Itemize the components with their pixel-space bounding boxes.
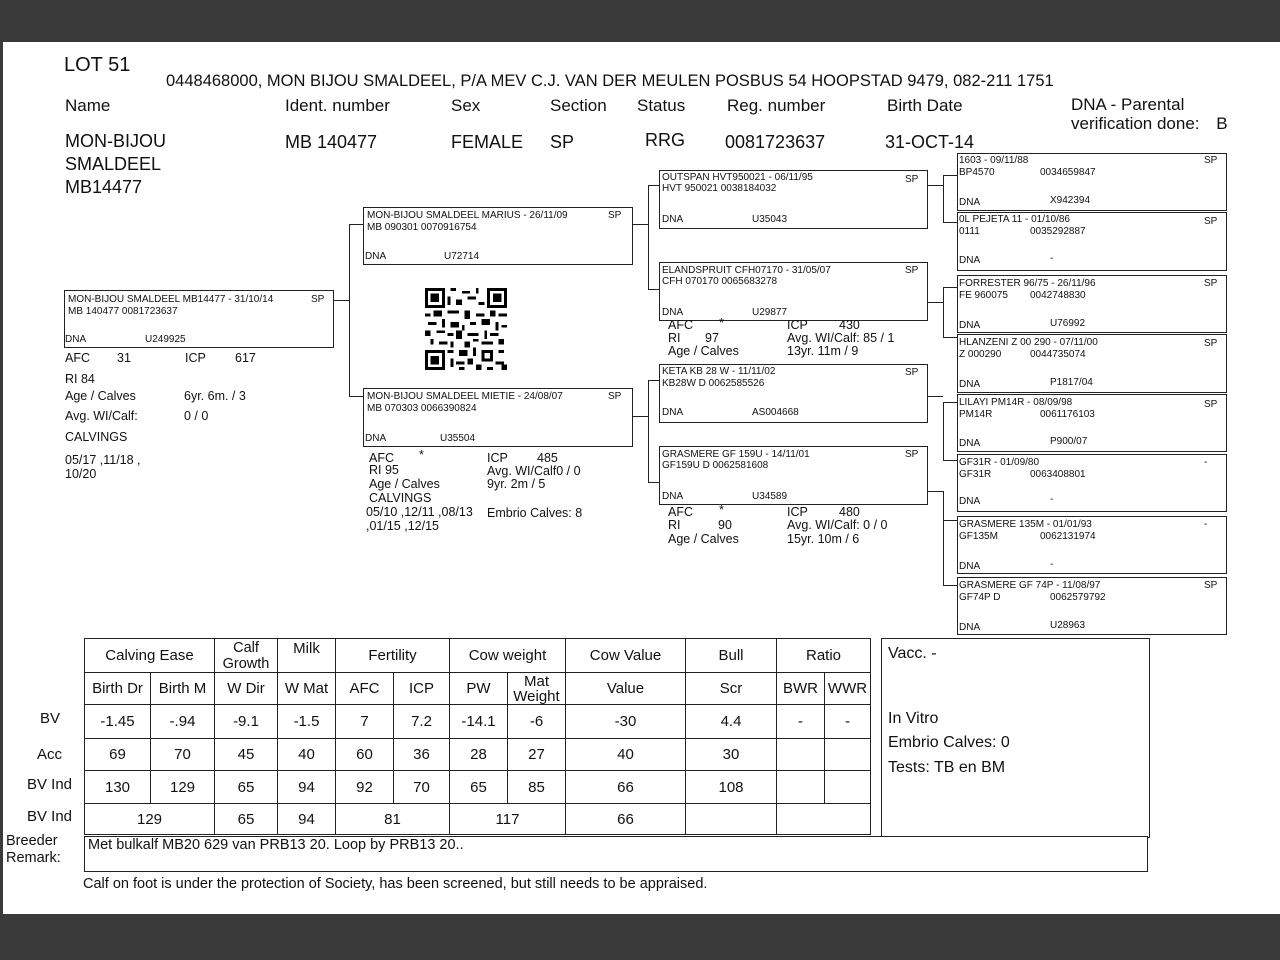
acc-cell: 69 — [85, 739, 151, 771]
header-name: Name — [65, 96, 111, 115]
embrio-calves: Embrio Calves: 0 — [888, 734, 1010, 751]
bv-ind-cell: 129 — [151, 771, 215, 804]
sub-header-row — [85, 673, 871, 705]
acc-cell: 40 — [278, 739, 336, 771]
group-calving-ease: Calving Ease — [85, 639, 215, 673]
bv-cell: 7 — [336, 705, 394, 739]
bv-ind-cell — [825, 771, 871, 804]
great-grandparent-box: 1603 - 09/11/88 SP BP4570 0034659847 DNA X942394 — [957, 153, 1227, 211]
breeder-remark: Met bulkalf MB20 629 van PRB13 20. Loop by PRB13 20.. — [88, 837, 464, 853]
bv-cell: - — [825, 705, 871, 739]
acc-cell: 27 — [508, 739, 566, 771]
grandparent-box: ELANDSPRUIT CFH07170 - 31/05/07 SP CFH 070170 0065683278 DNA U29877 — [659, 262, 928, 321]
footer-note: Calf on foot is under the protection of Society, has been screened, but still needs to be appraised. — [83, 876, 708, 892]
sub-header-cell: Value — [566, 673, 686, 705]
header-ident: Ident. number — [285, 96, 390, 115]
bv-ind-cell: 65 — [215, 804, 278, 835]
header-birth: Birth Date — [887, 96, 963, 115]
header-sex: Sex — [451, 96, 481, 115]
breeder-remark-box — [84, 836, 1148, 872]
header-status: Status — [637, 96, 686, 115]
sub-header-cell: Birth M — [151, 673, 215, 705]
bv-ind-cell: 130 — [85, 771, 151, 804]
bv-row — [85, 705, 871, 739]
bv-ind-cell — [777, 804, 871, 835]
bv-cell: -1.45 — [85, 705, 151, 739]
group-milk: Milk — [278, 639, 336, 673]
bv-ind-cell: 117 — [450, 804, 566, 835]
acc-cell: 45 — [215, 739, 278, 771]
qr-code-icon — [423, 288, 509, 370]
great-grandparent-box: GF31R - 01/09/80 - GF31R 0063408801 DNA - — [957, 454, 1227, 512]
group-header-row — [85, 639, 871, 673]
bv-ind-cell: 92 — [336, 771, 394, 804]
animal-ident: MB 140477 — [285, 132, 378, 152]
bv-cell: -30 — [566, 705, 686, 739]
bv-ind-cell: 94 — [278, 771, 336, 804]
row-label-acc: Acc — [37, 746, 63, 763]
bv-ind-cell: 65 — [450, 771, 508, 804]
bv-ind-cell — [777, 771, 825, 804]
vacc-title: Vacc. - — [888, 645, 937, 662]
group-calf-growth: Calf Growth — [215, 639, 278, 673]
great-grandparent-box: 0L PEJETA 11 - 01/10/86 SP 0111 0035292887 DNA - — [957, 212, 1227, 271]
bv-cell: - — [777, 705, 825, 739]
header-dna-line2: verification done: B — [1071, 114, 1228, 133]
great-grandparent-box: FORRESTER 96/75 - 26/11/96 SP FE 960075 0042748830 DNA U76992 — [957, 275, 1227, 333]
tests: Tests: TB en BM — [888, 759, 1006, 776]
great-grandparent-box: HLANZENI Z 00 290 - 07/11/00 SP Z 000290 0044735074 DNA P1817/04 — [957, 334, 1227, 393]
breeder-remark-label: Breeder Remark: — [6, 833, 61, 866]
header-section: Section — [550, 96, 607, 115]
sub-header-cell: BWR — [777, 673, 825, 705]
header-dna — [1071, 95, 1228, 133]
group-cow-value: Cow Value — [566, 639, 686, 673]
animal-status: RRG — [645, 130, 685, 150]
group-ratio: Ratio — [777, 639, 871, 673]
grandparent-box: OUTSPAN HVT950021 - 06/11/95 SP HVT 950021 0038184032 DNA U35043 — [659, 170, 928, 229]
animal-section: SP — [550, 132, 575, 152]
sub-header-cell: AFC — [336, 673, 394, 705]
group-cow-weight: Cow weight — [450, 639, 566, 673]
dna-verification-value: B — [1216, 114, 1228, 133]
animal-name: MON-BIJOU SMALDEEL MB14477 — [65, 131, 166, 197]
bv-ind-cell: 65 — [215, 771, 278, 804]
row-label-bv: BV — [40, 710, 61, 727]
sub-header-cell: PW — [450, 673, 508, 705]
in-vitro-label: In Vitro — [888, 710, 939, 727]
great-grandparent-box: GRASMERE 135M - 01/01/93 - GF135M 0062131974 DNA - — [957, 516, 1227, 574]
header-reg: Reg. number — [727, 96, 826, 115]
group-bull: Bull — [686, 639, 777, 673]
header-dna-line1: DNA - Parental — [1071, 95, 1185, 114]
dam-box: MON-BIJOU SMALDEEL MIETIE - 24/08/07 SP MB 070303 0066390824 DNA U35504 — [363, 388, 633, 447]
sub-header-cell: Mat Weight — [508, 673, 566, 705]
bv-ind-cell: 81 — [336, 804, 450, 835]
great-grandparent-box: LILAYI PM14R - 08/09/98 SP PM14R 0061176103 DNA P900/07 — [957, 394, 1227, 452]
bv-cell: -14.1 — [450, 705, 508, 739]
animal-birth: 31-OCT-14 — [885, 132, 975, 152]
sub-header-cell: WWR — [825, 673, 871, 705]
bv-ind-cell: 85 — [508, 771, 566, 804]
acc-cell — [777, 739, 825, 771]
bv-cell: 4.4 — [686, 705, 777, 739]
bv-ind-cell: 66 — [566, 804, 686, 835]
bv-cell: -9.1 — [215, 705, 278, 739]
bv-cell: -1.5 — [278, 705, 336, 739]
group-fertility: Fertility — [336, 639, 450, 673]
bv-ind-cell — [686, 804, 777, 835]
bv-ind-cell: 129 — [85, 804, 215, 835]
bv-ind-cell: 94 — [278, 804, 336, 835]
acc-cell: 36 — [394, 739, 450, 771]
acc-cell: 30 — [686, 739, 777, 771]
sub-header-cell: W Dir — [215, 673, 278, 705]
bv-ind-cell: 108 — [686, 771, 777, 804]
animal-pedigree-box: MON-BIJOU SMALDEEL MB14477 - 31/10/14 SP MB 140477 0081723637 DNA U249925 — [64, 290, 334, 348]
bv-cell: 7.2 — [394, 705, 450, 739]
grandparent-box: KETA KB 28 W - 11/11/02 SP KB28W D 0062585526 DNA AS004668 — [659, 364, 928, 423]
sub-header-cell: ICP — [394, 673, 450, 705]
acc-cell: 28 — [450, 739, 508, 771]
owner-line: 0448468000, MON BIJOU SMALDEEL, P/A MEV C.J. VAN DER MEULEN POSBUS 54 HOOPSTAD 9479, 082-211 1751 — [166, 72, 1054, 90]
vaccination-panel — [881, 638, 1150, 838]
acc-cell — [825, 739, 871, 771]
bv-ind-row — [85, 771, 871, 804]
sub-header-cell: Birth Dr — [85, 673, 151, 705]
animal-reg: 0081723637 — [725, 132, 826, 152]
pedigree-sheet: LOT 51 0448468000, MON BIJOU SMALDEEL, P/A MEV C.J. VAN DER MEULEN POSBUS 54 HOOPSTAD 9479, 082-211 1751 Name Ident. number Sex Section Status Reg. number Birth Date DNA - Parental verification done: B MON-BIJOU SMALDEEL MB14477 MB 140477 FEMALE SP RRG 0081723637 31-OCT-14 MON-BIJOU SMALDEEL MB14477 - 31/10/14 SP MB 140477 0081723637 DNA U249925 AFC 31 ICP 617 RI 84 Age / Calves 6yr. 6m. / 3 Avg. WI/Calf: 0 / 0 CALVINGS 05/17 ,11/18 , 10/20 MON-BIJOU SMALDEEL MARIUS - 26/11/09 SP MB 090301 0070916754 DNA U72714 MON-BIJOU SMALDEEL MIETIE - 24/08/07 SP MB 070303 0066390824 DNA U35504 AFC * ICP 485 RI 95 Avg. WI/Calf0 / 0 Age / Calves 9yr. 2m / 5 CALVINGS 05/10 ,12/11 ,08/13 ,01/15 ,12/15 Embrio Calves: 8 OUTSPAN HVT950021 - 06/11/95 SP HVT 950021 0038184032 DNA U35043 ELANDSPRUIT CFH07170 - 31/05/07 SP CFH 070170 0065683278 DNA U29877 AFC * ICP 430 RI 97 Avg. WI/Calf: 85 / 1 Age / Calves 13yr. 11m / 9 KETA KB 28 W - 11/11/02 SP KB28W D 0062585526 DNA AS004668 GRASMERE GF 159U - 14/11/01 SP GF159U D 0062581608 DNA U34589 AFC * ICP 480 RI 90 Avg. WI/Calf: 0 / 0 Age / Calves 15yr. 10m / 6 1603 - 09/11/88 SP BP4570 0034659847 DNA X942394 0L PEJETA 11 - 01/10/86 SP 0111 0035292887 DNA - FORRESTER 96/75 - 26/11/96 SP FE 960075 0042748830 DNA U76992 HLANZENI Z 00 290 - 07/11/00 SP Z 000290 0044735074 DNA P1817/04 LILAYI PM14R - 08/09/98 SP PM14R 0061176103 DNA P900/07 GF31R - 01/09/80 - GF31R 0063408801 DNA - GRASMERE 135M - 01/01/93 - GF135M 0062131974 DNA - GRASMERE GF 74P - 11/08/97 SP GF74P D 0062579792 DNA U28963 BV Acc BV Ind BV Ind Calving Ease Calf Growth Milk Fertility Cow weight Cow Value Bull Ratio Birth Dr Birth M W Dir W Mat AFC ICP PW Mat Weight Value Scr BWR WWR -1.45 -.94 -9.1 -1.5 7 7.2 -14.1 -6 -30 4.4 - - 69 70 45 40 60 36 28 27 40 30 130 129 65 94 92 70 65 85 66 108 129 65 94 81 117 66 Vacc. - In Vitro Embrio Calves: 0 Tests: TB en BM Breeder Remark: Met bulkalf MB20 629 van PRB13 20. Loop by PRB13 20.. Calf on foot is under the protection of Society, has been screened, but still needs to be appraised. — [3, 42, 1280, 914]
breeding-values-table — [84, 638, 871, 835]
acc-row — [85, 739, 871, 771]
bv-ind-cell: 70 — [394, 771, 450, 804]
acc-cell: 60 — [336, 739, 394, 771]
sub-header-cell: Scr — [686, 673, 777, 705]
acc-cell: 40 — [566, 739, 686, 771]
row-label-bv-ind: BV Ind — [27, 808, 73, 825]
acc-cell: 70 — [151, 739, 215, 771]
lot-number: LOT 51 — [64, 54, 131, 76]
great-grandparent-box: GRASMERE GF 74P - 11/08/97 SP GF74P D 0062579792 DNA U28963 — [957, 577, 1227, 635]
animal-sex: FEMALE — [451, 132, 524, 152]
sub-header-cell: W Mat — [278, 673, 336, 705]
bv-cell: -.94 — [151, 705, 215, 739]
bv-ind-cell: 66 — [566, 771, 686, 804]
row-label-bv-ind: BV Ind — [27, 776, 73, 793]
bv-cell: -6 — [508, 705, 566, 739]
bv-ind-row — [85, 804, 871, 835]
sire-box: MON-BIJOU SMALDEEL MARIUS - 26/11/09 SP MB 090301 0070916754 DNA U72714 — [363, 207, 633, 265]
grandparent-box: GRASMERE GF 159U - 14/11/01 SP GF159U D 0062581608 DNA U34589 — [659, 446, 928, 505]
